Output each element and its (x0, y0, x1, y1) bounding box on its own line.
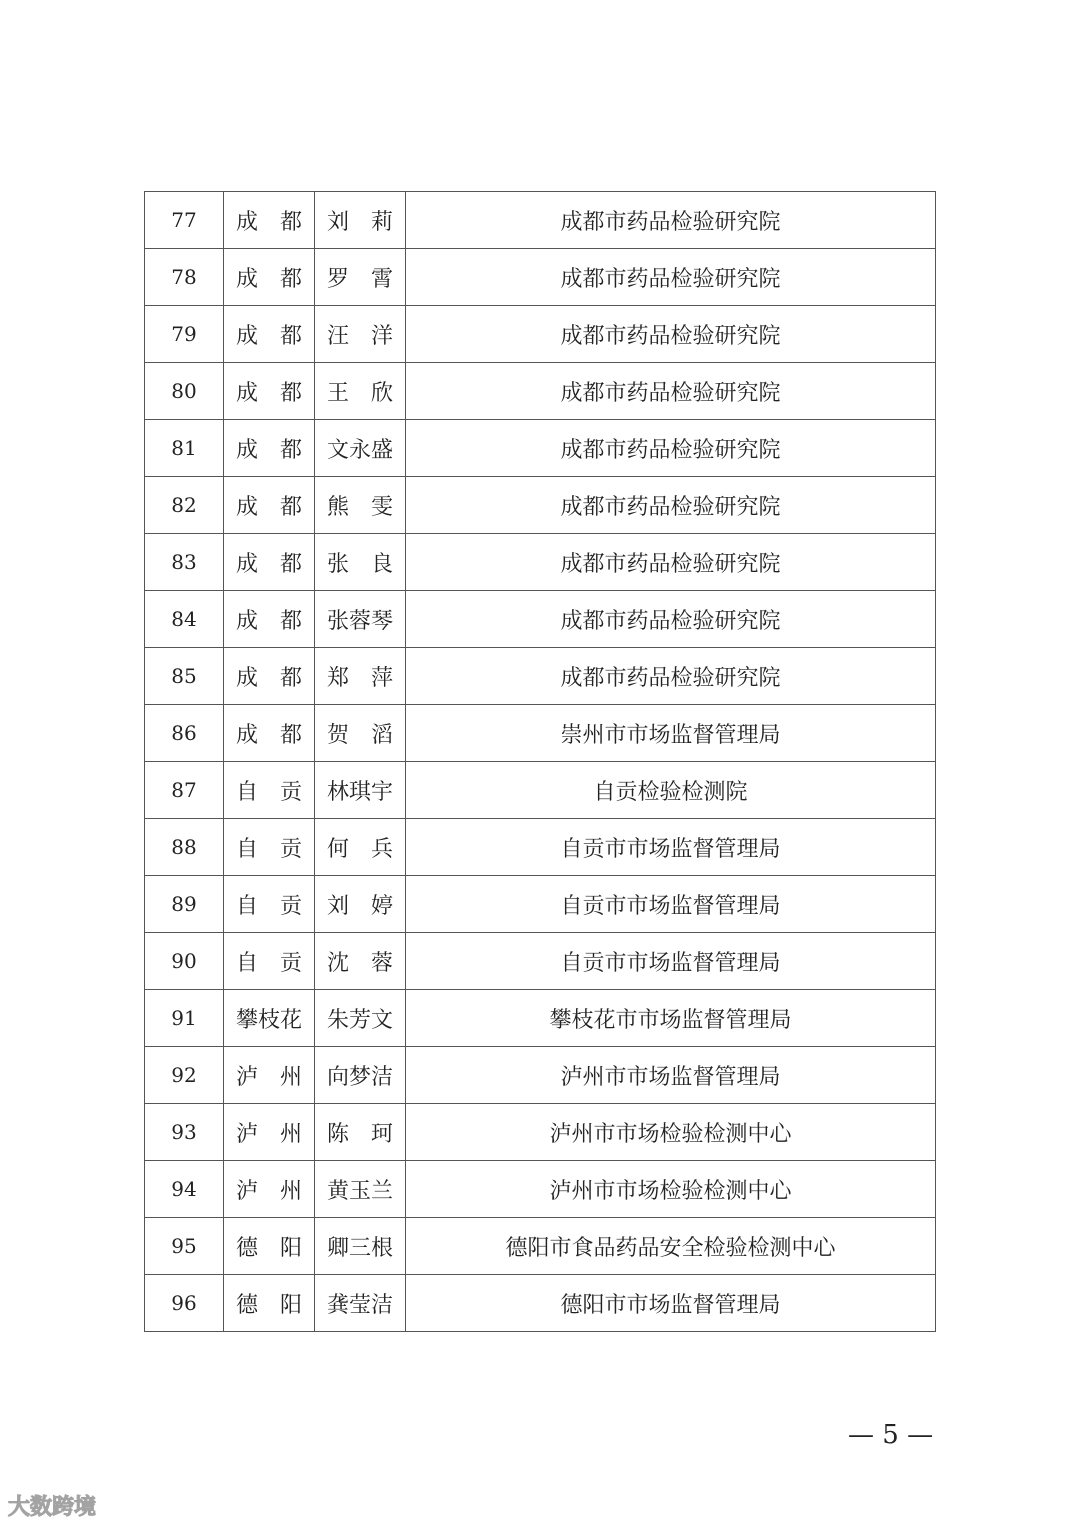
organization-cell: 自贡检验检测院 (406, 762, 936, 819)
table-row (145, 420, 936, 477)
organization-cell: 德阳市市场监督管理局 (406, 1275, 936, 1332)
city-cell (224, 705, 315, 762)
city-cell (224, 648, 315, 705)
city-cell-text: 成都 (236, 209, 302, 235)
name-cell (315, 1275, 406, 1332)
city-cell-text: 德阳 (236, 1235, 302, 1261)
name-cell-text: 刘婷 (327, 893, 393, 919)
name-cell (315, 1104, 406, 1161)
table-row (145, 1104, 936, 1161)
city-cell-text: 成都 (236, 266, 302, 292)
row-number-cell: 80 (145, 363, 224, 420)
name-cell-text: 张蓉琴 (327, 608, 394, 634)
row-number-cell: 85 (145, 648, 224, 705)
name-cell (315, 705, 406, 762)
table-row (145, 1161, 936, 1218)
organization-cell: 成都市药品检验研究院 (406, 534, 936, 591)
row-number-cell: 87 (145, 762, 224, 819)
row-number-cell: 95 (145, 1218, 224, 1275)
city-cell (224, 1218, 315, 1275)
row-number-cell: 93 (145, 1104, 224, 1161)
roster-table (144, 191, 936, 1332)
city-cell (224, 990, 315, 1047)
organization-cell: 德阳市食品药品安全检验检测中心 (406, 1218, 936, 1275)
city-cell-text: 自贡 (236, 779, 302, 805)
city-cell (224, 1047, 315, 1104)
organization-cell: 成都市药品检验研究院 (406, 648, 936, 705)
name-cell-text: 王欣 (327, 380, 393, 406)
name-cell (315, 306, 406, 363)
table-row (145, 1047, 936, 1104)
name-cell-text: 朱芳文 (327, 1007, 394, 1033)
name-cell-text: 罗霄 (327, 266, 393, 292)
name-cell-text: 文永盛 (327, 437, 394, 463)
city-cell (224, 249, 315, 306)
table-row (145, 249, 936, 306)
organization-cell: 成都市药品检验研究院 (406, 249, 936, 306)
city-cell (224, 477, 315, 534)
name-cell-text: 贺滔 (327, 722, 393, 748)
city-cell-text: 自贡 (236, 893, 302, 919)
row-number-cell: 77 (145, 192, 224, 249)
city-cell-text: 攀枝花 (236, 1007, 303, 1033)
name-cell-text: 刘莉 (327, 209, 393, 235)
city-cell-text: 成都 (236, 722, 302, 748)
table-row (145, 306, 936, 363)
name-cell-text: 卿三根 (327, 1235, 394, 1261)
city-cell (224, 762, 315, 819)
name-cell-text: 张良 (327, 551, 393, 577)
name-cell (315, 534, 406, 591)
city-cell-text: 泸州 (236, 1178, 302, 1204)
organization-cell: 泸州市市场检验检测中心 (406, 1104, 936, 1161)
table-row (145, 1275, 936, 1332)
organization-cell: 自贡市市场监督管理局 (406, 819, 936, 876)
name-cell (315, 591, 406, 648)
city-cell (224, 1104, 315, 1161)
table-row (145, 648, 936, 705)
roster-table-body (145, 192, 936, 1332)
table-row (145, 705, 936, 762)
city-cell-text: 泸州 (236, 1121, 302, 1147)
name-cell-text: 沈蓉 (327, 950, 393, 976)
city-cell (224, 420, 315, 477)
name-cell (315, 762, 406, 819)
city-cell (224, 591, 315, 648)
name-cell-text: 龚莹洁 (327, 1292, 394, 1318)
city-cell-text: 成都 (236, 551, 302, 577)
name-cell-text: 熊雯 (327, 494, 393, 520)
organization-cell: 自贡市市场监督管理局 (406, 876, 936, 933)
name-cell (315, 990, 406, 1047)
city-cell-text: 德阳 (236, 1292, 302, 1318)
name-cell (315, 1218, 406, 1275)
row-number-cell: 96 (145, 1275, 224, 1332)
city-cell-text: 成都 (236, 323, 302, 349)
row-number-cell: 88 (145, 819, 224, 876)
city-cell-text: 成都 (236, 380, 302, 406)
row-number-cell: 82 (145, 477, 224, 534)
organization-cell: 自贡市市场监督管理局 (406, 933, 936, 990)
organization-cell: 成都市药品检验研究院 (406, 192, 936, 249)
name-cell (315, 933, 406, 990)
row-number-cell: 86 (145, 705, 224, 762)
name-cell-text: 何兵 (327, 836, 393, 862)
city-cell-text: 成都 (236, 494, 302, 520)
row-number-cell: 79 (145, 306, 224, 363)
name-cell (315, 819, 406, 876)
table-row (145, 534, 936, 591)
organization-cell: 泸州市市场检验检测中心 (406, 1161, 936, 1218)
organization-cell: 成都市药品检验研究院 (406, 477, 936, 534)
city-cell (224, 534, 315, 591)
table-row (145, 990, 936, 1047)
name-cell (315, 420, 406, 477)
row-number-cell: 92 (145, 1047, 224, 1104)
table-row (145, 876, 936, 933)
city-cell-text: 泸州 (236, 1064, 302, 1090)
row-number-cell: 83 (145, 534, 224, 591)
city-cell-text: 成都 (236, 608, 302, 634)
organization-cell: 成都市药品检验研究院 (406, 420, 936, 477)
city-cell-text: 成都 (236, 437, 302, 463)
row-number-cell: 91 (145, 990, 224, 1047)
organization-cell: 泸州市市场监督管理局 (406, 1047, 936, 1104)
table-row (145, 933, 936, 990)
organization-cell: 崇州市市场监督管理局 (406, 705, 936, 762)
organization-cell: 攀枝花市市场监督管理局 (406, 990, 936, 1047)
organization-cell: 成都市药品检验研究院 (406, 591, 936, 648)
table-row (145, 477, 936, 534)
city-cell-text: 自贡 (236, 836, 302, 862)
city-cell (224, 876, 315, 933)
name-cell (315, 477, 406, 534)
city-cell (224, 306, 315, 363)
name-cell (315, 1047, 406, 1104)
row-number-cell: 89 (145, 876, 224, 933)
name-cell-text: 向梦洁 (327, 1064, 394, 1090)
city-cell (224, 192, 315, 249)
table-row (145, 1218, 936, 1275)
row-number-cell: 81 (145, 420, 224, 477)
name-cell (315, 249, 406, 306)
name-cell (315, 1161, 406, 1218)
row-number-cell: 84 (145, 591, 224, 648)
name-cell (315, 876, 406, 933)
city-cell-text: 成都 (236, 665, 302, 691)
city-cell (224, 1275, 315, 1332)
city-cell (224, 1161, 315, 1218)
table-row (145, 192, 936, 249)
organization-cell: 成都市药品检验研究院 (406, 306, 936, 363)
name-cell-text: 陈珂 (327, 1121, 393, 1147)
row-number-cell: 90 (145, 933, 224, 990)
page-number: — 5 — (848, 1420, 934, 1450)
row-number-cell: 78 (145, 249, 224, 306)
name-cell (315, 648, 406, 705)
row-number-cell: 94 (145, 1161, 224, 1218)
table-row (145, 819, 936, 876)
name-cell-text: 黄玉兰 (327, 1178, 394, 1204)
name-cell-text: 林琪宇 (327, 779, 394, 805)
watermark-logo: 大数跨境 (8, 1495, 97, 1520)
name-cell-text: 汪洋 (327, 323, 393, 349)
city-cell (224, 819, 315, 876)
organization-cell: 成都市药品检验研究院 (406, 363, 936, 420)
city-cell (224, 363, 315, 420)
city-cell-text: 自贡 (236, 950, 302, 976)
city-cell (224, 933, 315, 990)
name-cell (315, 363, 406, 420)
table-row (145, 363, 936, 420)
name-cell-text: 郑萍 (327, 665, 393, 691)
name-cell (315, 192, 406, 249)
table-row (145, 591, 936, 648)
table-row (145, 762, 936, 819)
